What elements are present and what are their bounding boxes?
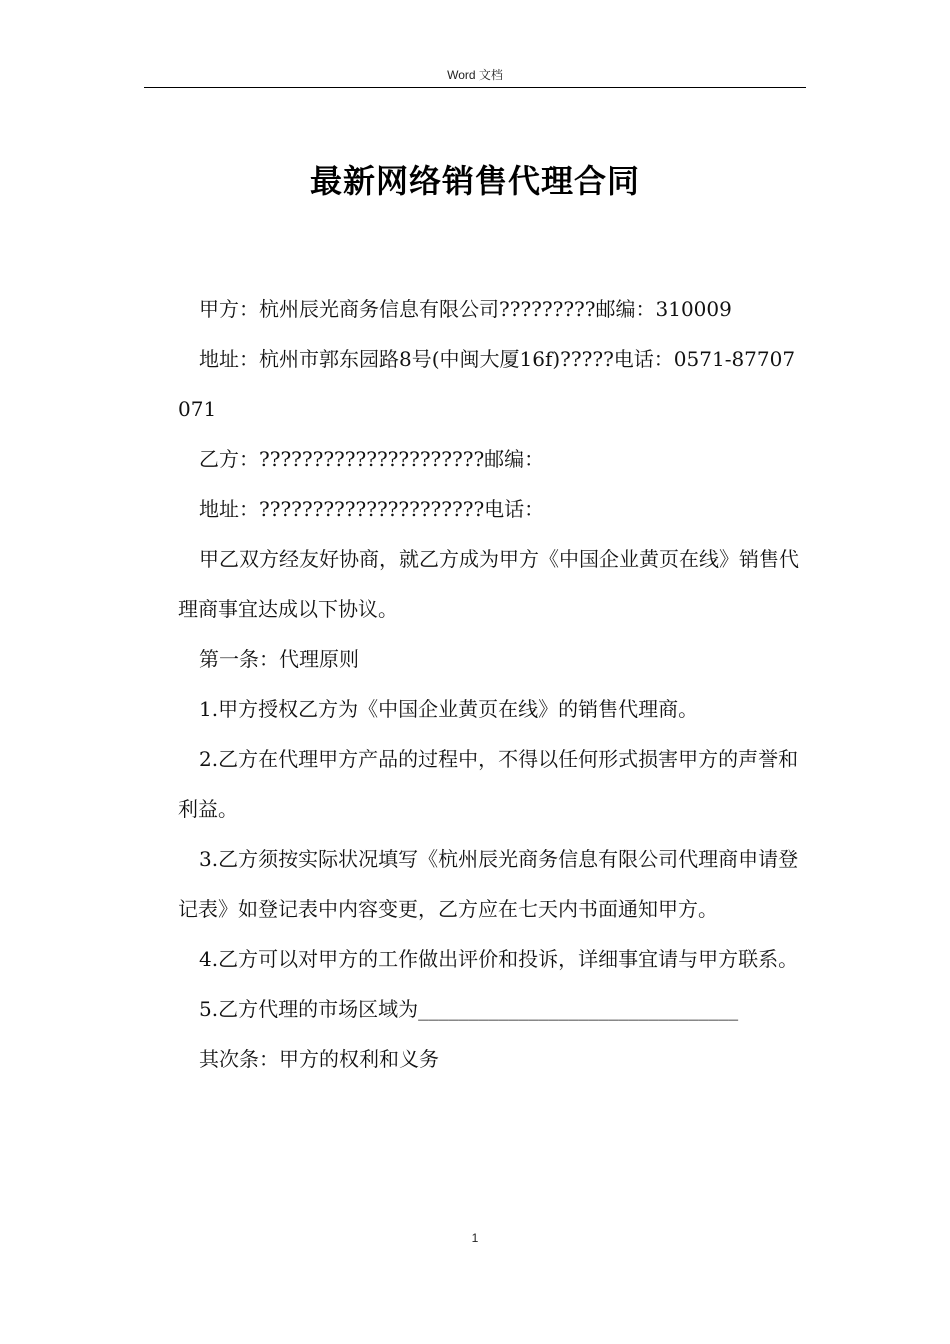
party-b-line: 乙方：?????????????????????邮编： bbox=[199, 447, 545, 471]
clause-item: 4.乙方可以对甲方的工作做出评价和投诉，详细事宜请与甲方联系。 bbox=[199, 947, 799, 971]
party-a-address: 地址：杭州市郭东园路8号(中闽大厦16f)?????电话：0571-87707071 bbox=[178, 347, 796, 421]
party-a-line: 甲方：杭州辰光商务信息有限公司?????????邮编：310009 bbox=[199, 297, 732, 321]
preamble-paragraph: 甲乙双方经友好协商，就乙方成为甲方《中国企业黄页在线》销售代理商事宜达成以下协议。 bbox=[178, 547, 799, 621]
article-heading: 第一条：代理原则 bbox=[199, 647, 359, 671]
clause-item: 2.乙方在代理甲方产品的过程中，不得以任何形式损害甲方的声誉和利益。 bbox=[178, 747, 799, 821]
document-title: 最新网络销售代理合同 bbox=[309, 162, 640, 200]
clause-item: 1.甲方授权乙方为《中国企业黄页在线》的销售代理商。 bbox=[199, 697, 699, 721]
header-divider bbox=[144, 87, 806, 88]
page-number: 1 bbox=[471, 1231, 479, 1245]
article-heading: 其次条：甲方的权利和义务 bbox=[199, 1047, 439, 1071]
party-b-address: 地址：?????????????????????电话： bbox=[199, 497, 545, 521]
clause-item: 5.乙方代理的市场区域为________________________________ bbox=[199, 997, 739, 1021]
document-body bbox=[178, 284, 806, 1084]
page-header: Word 文档 bbox=[447, 68, 503, 82]
clause-item: 3.乙方须按实际状况填写《杭州辰光商务信息有限公司代理商申请登记表》如登记表中内容变更，乙方应在七天内书面通知甲方。 bbox=[178, 847, 799, 921]
